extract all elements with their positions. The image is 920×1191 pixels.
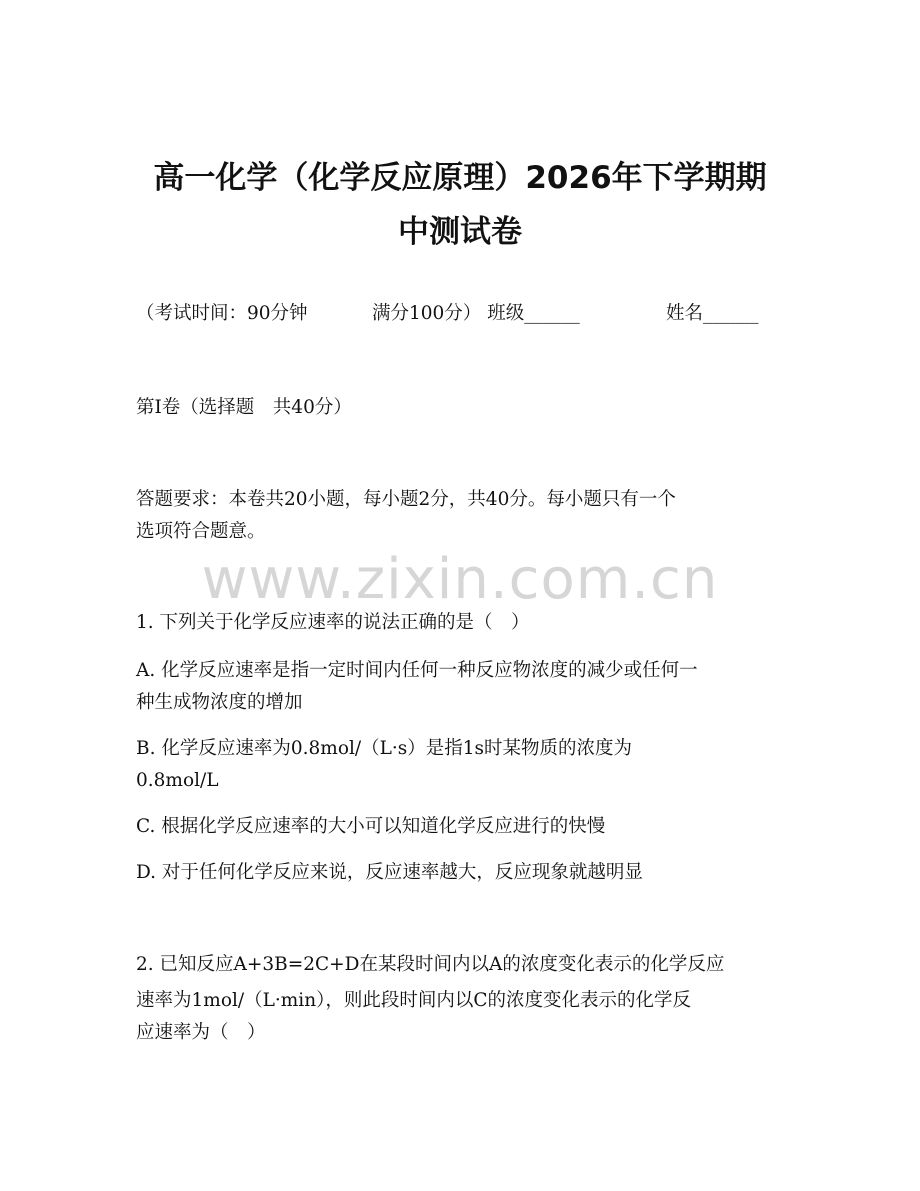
exam-score-class: 满分100分） 班级______ [372,303,580,324]
answer-requirement-line-2: 选项符合题意。 [136,521,266,542]
question-1-option-c: C. 根据化学反应速率的大小可以知道化学反应进行的快慢 [136,816,606,837]
question-1-option-b-line-1: B. 化学反应速率为0.8mol/（L·s）是指1s时某物质的浓度为 [136,738,633,759]
watermark: www.zixin.com.cn [201,547,719,612]
exam-title-line-2: 中测试卷 [398,214,522,250]
exam-info-line [136,298,786,330]
exam-name-field: 姓名______ [666,303,759,324]
answer-requirement-line-1: 答题要求：本卷共20小题，每小题2分，共40分。每小题只有一个 [136,489,676,510]
question-2-line-1: 2. 已知反应A+3B=2C+D在某段时间内以A的浓度变化表示的化学反应 [136,954,725,975]
question-1-option-a-line-1: A. 化学反应速率是指一定时间内任何一种反应物浓度的减少或任何一 [136,660,698,681]
question-1-option-d: D. 对于任何化学反应来说，反应速率越大，反应现象就越明显 [136,862,643,883]
question-2-line-3: 应速率为（ ） [136,1022,266,1043]
question-1-option-a-line-2: 种生成物浓度的增加 [136,692,303,713]
question-1-option-b-line-2: 0.8mol/L [136,770,219,791]
question-2-line-2: 速率为1mol/（L·min），则此段时间内以C的浓度变化表示的化学反 [136,990,692,1011]
section-heading: 第Ⅰ卷（选择题 共40分） [136,397,352,418]
exam-title-line-1: 高一化学（化学反应原理）2026年下学期期 [153,160,767,196]
question-1-stem: 1. 下列关于化学反应速率的说法正确的是（ ） [136,612,530,633]
exam-time: （考试时间：90分钟 [136,303,308,324]
